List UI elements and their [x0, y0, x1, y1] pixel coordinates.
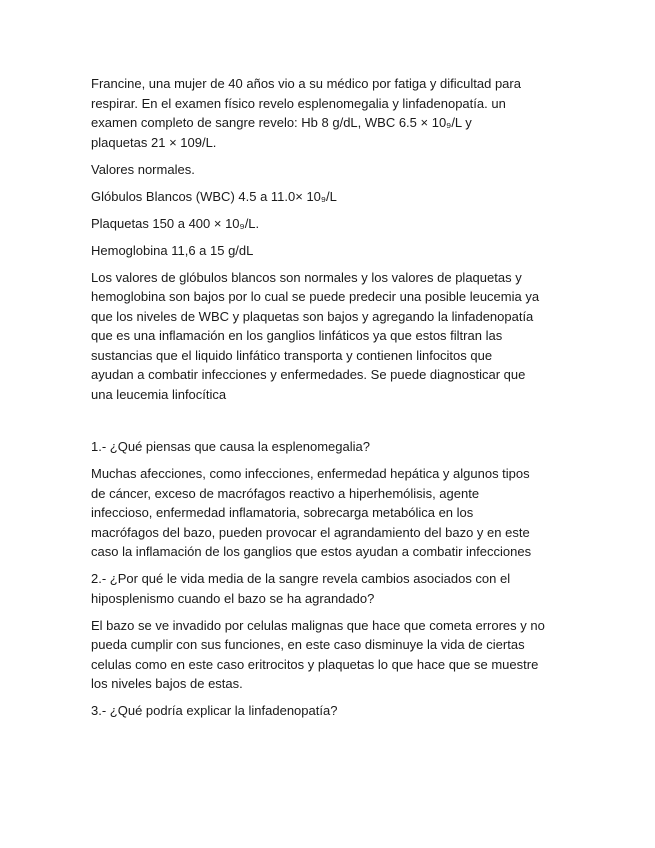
text-line: infeccioso, enfermedad inflamatoria, sobrecarga metabólica en los — [91, 505, 474, 520]
question-2 — [91, 569, 577, 608]
intro-paragraph — [91, 74, 577, 152]
answer-1 — [91, 464, 577, 562]
text-line: los niveles bajos de estas. — [91, 676, 243, 691]
text-line: celulas como en este caso eritrocitos y plaquetas lo que hace que se muestre — [91, 656, 539, 672]
text-line: 2.- ¿Por qué le vida media de la sangre revela cambios asociados con el — [91, 571, 511, 586]
text-line: sustancias que el liquido linfático transporta y contienen linfocitos que — [91, 347, 493, 363]
text-line: El bazo se ve invadido por celulas malignas que hace que cometa errores y no — [91, 617, 545, 633]
text-line: ayudan a combatir infecciones y enfermedades. Se puede diagnosticar que — [91, 367, 526, 382]
normal-values-title: Valores normales. — [91, 161, 195, 177]
text-line: que es una inflamación en los ganglios linfáticos ya que estos filtran las — [91, 328, 503, 343]
analysis-paragraph — [91, 268, 577, 405]
text-line: hemoglobina son bajos por lo cual se puede predecir una posible leucemia ya — [91, 289, 540, 304]
text-line: que los niveles de WBC y plaquetas son bajos y agregando la linfadenopatía — [91, 308, 534, 324]
document-body — [91, 74, 577, 728]
text-line: macrófagos del bazo, pueden provocar el agrandamiento del bazo y en este — [91, 524, 530, 540]
text-line: pueda cumplir con sus funciones, en este caso disminuye la vida de ciertas — [91, 637, 525, 652]
text-line: respirar. En el examen físico revelo esplenomegalia y linfadenopatía. un — [91, 95, 506, 111]
text-line: examen completo de sangre revelo: Hb 8 g/dL, WBC 6.5 × 10₉/L y — [91, 115, 472, 130]
question-1: 1.- ¿Qué piensas que causa la esplenomegalia? — [91, 439, 370, 454]
answer-2 — [91, 616, 577, 694]
question-3: 3.- ¿Qué podría explicar la linfadenopatía? — [91, 703, 338, 718]
text-line: caso la inflamación de los ganglios que estos ayudan a combatir infecciones — [91, 544, 532, 559]
text-line: plaquetas 21 × 109/L. — [91, 134, 217, 150]
text-line: una leucemia linfocítica — [91, 386, 227, 402]
platelets-range: Plaquetas 150 a 400 × 10₉/L. — [91, 215, 260, 231]
text-line: Muchas afecciones, como infecciones, enfermedad hepática y algunos tipos — [91, 466, 530, 481]
hemoglobin-range: Hemoglobina 11,6 a 15 g/dL — [91, 242, 254, 258]
text-line: Los valores de glóbulos blancos son normales y los valores de plaquetas y — [91, 269, 522, 285]
text-line: de cáncer, exceso de macrófagos reactivo a hiperhemólisis, agente — [91, 485, 480, 501]
wbc-range: Glóbulos Blancos (WBC) 4.5 a 11.0× 10₉/L — [91, 188, 337, 204]
text-line: Francine, una mujer de 40 años vio a su médico por fatiga y dificultad para — [91, 76, 521, 91]
text-line: hiposplenismo cuando el bazo se ha agrandado? — [91, 590, 375, 606]
